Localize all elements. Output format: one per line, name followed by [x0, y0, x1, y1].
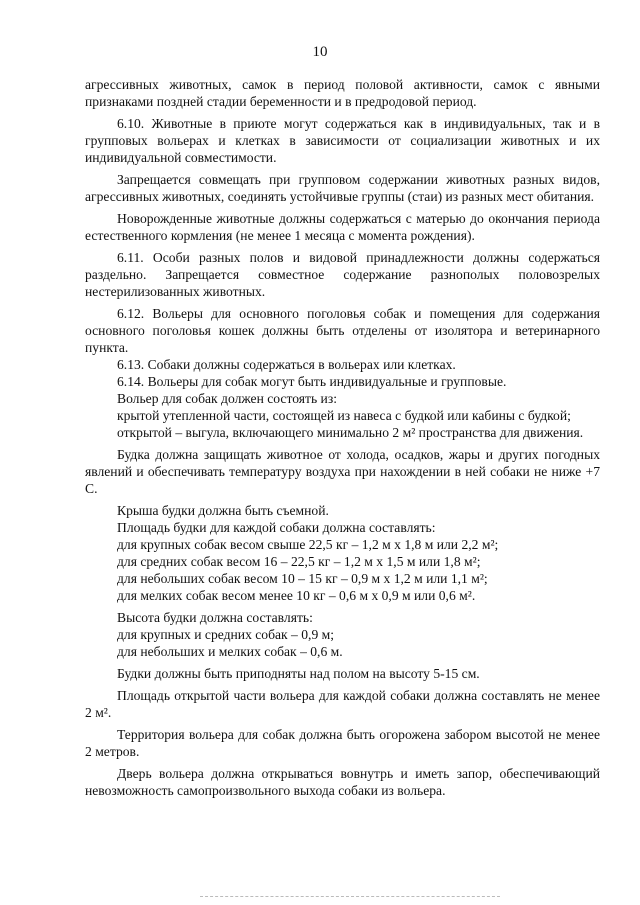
paragraph-fence: Территория вольера для собак должна быть огорожена забором высотой не менее 2 метров. [85, 727, 600, 759]
paragraph-6-12: 6.12. Вольеры для основного поголовья собак и помещения для содержания основного поголовья кошек должны быть отделены от изолятора и ветеринарного пункта. [85, 306, 600, 355]
footer-rule [200, 896, 500, 897]
paragraph-6-10: 6.10. Животные в приюте могут содержаться как в индивидуальных, так и в групповых вольерах и клетках в зависимости от социализации животных и их индивидуальной совместимости. [85, 116, 600, 165]
list-item-height-large: для крупных и средних собак – 0,9 м; [117, 627, 335, 642]
paragraph-group-restriction: Запрещается совмещать при групповом содержании животных разных видов, агрессивных животных, соединять устойчивые группы (стаи) из разных мест обитания. [85, 172, 600, 204]
list-item-height-small: для небольших и мелких собак – 0,6 м. [117, 644, 343, 659]
list-item-large-dogs: для крупных собак весом свыше 22,5 кг – 1,2 м х 1,8 м или 2,2 м²; [117, 537, 499, 552]
document-body [85, 76, 600, 799]
paragraph-doghouse-height: Высота будки должна составлять: [117, 610, 313, 625]
list-item-covered-part: крытой утепленной части, состоящей из навеса с будкой или кабины с будкой; [117, 408, 571, 423]
paragraph-raised: Будки должны быть приподняты над полом на высоту 5-15 см. [117, 666, 480, 681]
paragraph-enclosure-composition: Вольер для собак должен состоять из: [117, 391, 337, 406]
list-item-tiny-dogs: для мелких собак весом менее 10 кг – 0,6 м х 0,9 м или 0,6 м². [117, 588, 476, 603]
list-item-open-part: открытой – выгула, включающего минимально 2 м² пространства для движения. [117, 425, 584, 440]
paragraph-door: Дверь вольера должна открываться вовнутрь и иметь запор, обеспечивающий невозможность самопроизвольного выхода собаки из вольера. [85, 766, 600, 798]
paragraph-newborns: Новорожденные животные должны содержаться с матерью до окончания периода естественного кормления (не менее 1 месяца с момента рождения). [85, 211, 600, 243]
paragraph-continuation: агрессивных животных, самок в период половой активности, самок с явными признаками поздней стадии беременности и в предродовой период. [85, 77, 600, 109]
paragraph-doghouse-protection: Будка должна защищать животное от холода, осадков, жары и других погодных явлений и обеспечивать температуру воздуха при нахождении в ней собаки не ниже +7 С. [85, 447, 600, 496]
paragraph-open-area: Площадь открытой части вольера для каждой собаки должна составлять не менее 2 м². [85, 688, 600, 720]
paragraph-6-13: 6.13. Собаки должны содержаться в вольерах или клетках. [117, 357, 456, 372]
list-item-medium-dogs: для средних собак весом 16 – 22,5 кг – 1,2 м х 1,5 м или 1,8 м²; [117, 554, 481, 569]
list-item-small-dogs: для небольших собак весом 10 – 15 кг – 0,9 м х 1,2 м или 1,1 м²; [117, 571, 488, 586]
paragraph-6-14: 6.14. Вольеры для собак могут быть индивидуальные и групповые. [117, 374, 507, 389]
paragraph-roof: Крыша будки должна быть съемной. [117, 503, 329, 518]
page-number: 10 [312, 44, 328, 60]
paragraph-6-11: 6.11. Особи разных полов и видовой принадлежности должны содержаться раздельно. Запрещается совместное содержание разнополых половозрелых нестерилизованных животных. [85, 250, 600, 299]
paragraph-doghouse-area: Площадь будки для каждой собаки должна составлять: [117, 520, 436, 535]
